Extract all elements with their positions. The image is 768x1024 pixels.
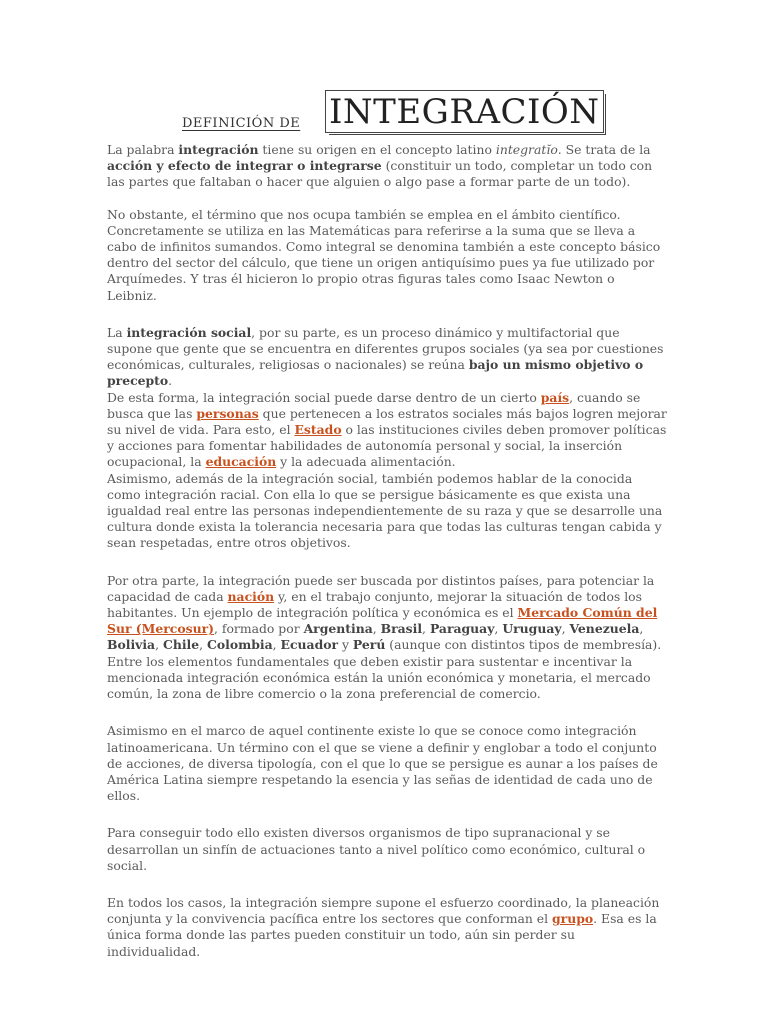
title-row: [107, 90, 667, 140]
paragraph-social-form: De esta forma, la integración social puede darse dentro de un cierto país, cuando se busca que las personas que pertenecen a los estratos sociales más bajos logren mejorar su nivel de vida. Para esto, el Estado o las instituciones civiles deben promover políticas y acciones para fomentar habilidades de autonomía personal y social, la inserción ocupacional, la educación y la adecuada alimentación.: [107, 389, 667, 470]
document-page: [107, 90, 667, 960]
link-educacion[interactable]: educación: [205, 454, 277, 470]
link-personas[interactable]: personas: [196, 405, 259, 421]
link-grupo[interactable]: grupo: [552, 911, 594, 927]
title-prefix: DEFINICIÓN DE: [182, 116, 301, 131]
paragraph-social: La integración social, por su parte, es un proceso dinámico y multifactorial que supone que gente que se encuentra en diferentes grupos sociales (ya sea por cuestiones económicas, culturales, religiosas o nacionales) se reúna bajo un mismo objetivo o precepto.: [107, 324, 664, 389]
paragraph-origin: La palabra integración tiene su origen en el concepto latino integratĭo. Se trata de la acción y efecto de integrar o integrarse (constituir un todo, completar un todo con las partes que faltaban o hacer que alguien o algo pase a formar parte de un todo).: [107, 142, 653, 190]
paragraph-supranational: Para conseguir todo ello existen diversos organismos de tipo supranacional y se desarrollan un sinfín de actuaciones tanto a nivel político como económico, cultural o social.: [107, 825, 646, 873]
paragraph-racial: Asimismo, además de la integración social, también podemos hablar de la conocida como integración racial. Con ella lo que se persigue básicamente es que exista una igualdad real entre las personas independientemente de su raza y que se desarrolle una cultura donde exista la tolerancia necesaria para que todas las culturas tengan cabida y sean respetadas, entre otros objetivos.: [107, 470, 663, 551]
link-mercosur[interactable]: Mercado Común del Sur (Mercosur): [107, 605, 658, 637]
paragraph-countries: Por otra parte, la integración puede ser buscada por distintos países, para potenciar la capacidad de cada nación y, en el trabajo conjunto, mejorar la situación de todos los habitantes. Un ejemplo de integración política y económica es el Mercado Común del Sur (Mercosur), formado por Argentina, Brasil, Paraguay, Uruguay, Venezuela, Bolivia, Chile, Colombia, Ecuador y Perú (aunque con distintos tipos de membresía).: [107, 572, 662, 653]
paragraph-math: No obstante, el término que nos ocupa también se emplea en el ámbito científico. Concretamente se utiliza en las Matemáticas para referirse a la suma que se lleva a cabo de infinitos sumandos. Como integral se denomina también a este concepto básico dentro del sector del cálculo, que tiene un origen antiquísimo pues ya fue utilizado por Arquímedes. Y tras él hicieron lo propio otras figuras tales como Isaac Newton o Leibniz.: [107, 206, 661, 303]
page-title: INTEGRACIÓN: [325, 90, 604, 133]
link-nacion[interactable]: nación: [227, 588, 275, 604]
link-pais[interactable]: país: [540, 389, 570, 405]
paragraph-latinamerica: Asimismo en el marco de aquel continente existe lo que se conoce como integración latinoamericana. Un término con el que se viene a definir y englobar a todo el conjunto de acciones, de diversa tipología, con el que lo que se persigue es aunar a los países de América Latina siempre respetando la esencia y las señas de identidad de cada uno de ellos.: [107, 723, 658, 804]
paragraph-economic: Entre los elementos fundamentales que deben existir para sustentar e incentivar la mencionada integración económica están la unión económica y monetaria, el mercado común, la zona de libre comercio o la zona preferencial de comercio.: [107, 653, 651, 702]
link-estado[interactable]: Estado: [294, 422, 342, 438]
paragraph-conclusion: En todos los casos, la integración siempre supone el esfuerzo coordinado, la planeación conjunta y la convivencia pacífica entre los sectores que conforman el grupo. Esa es la única forma donde las partes pueden constituir un todo, aún sin perder su individualidad.: [107, 894, 660, 959]
